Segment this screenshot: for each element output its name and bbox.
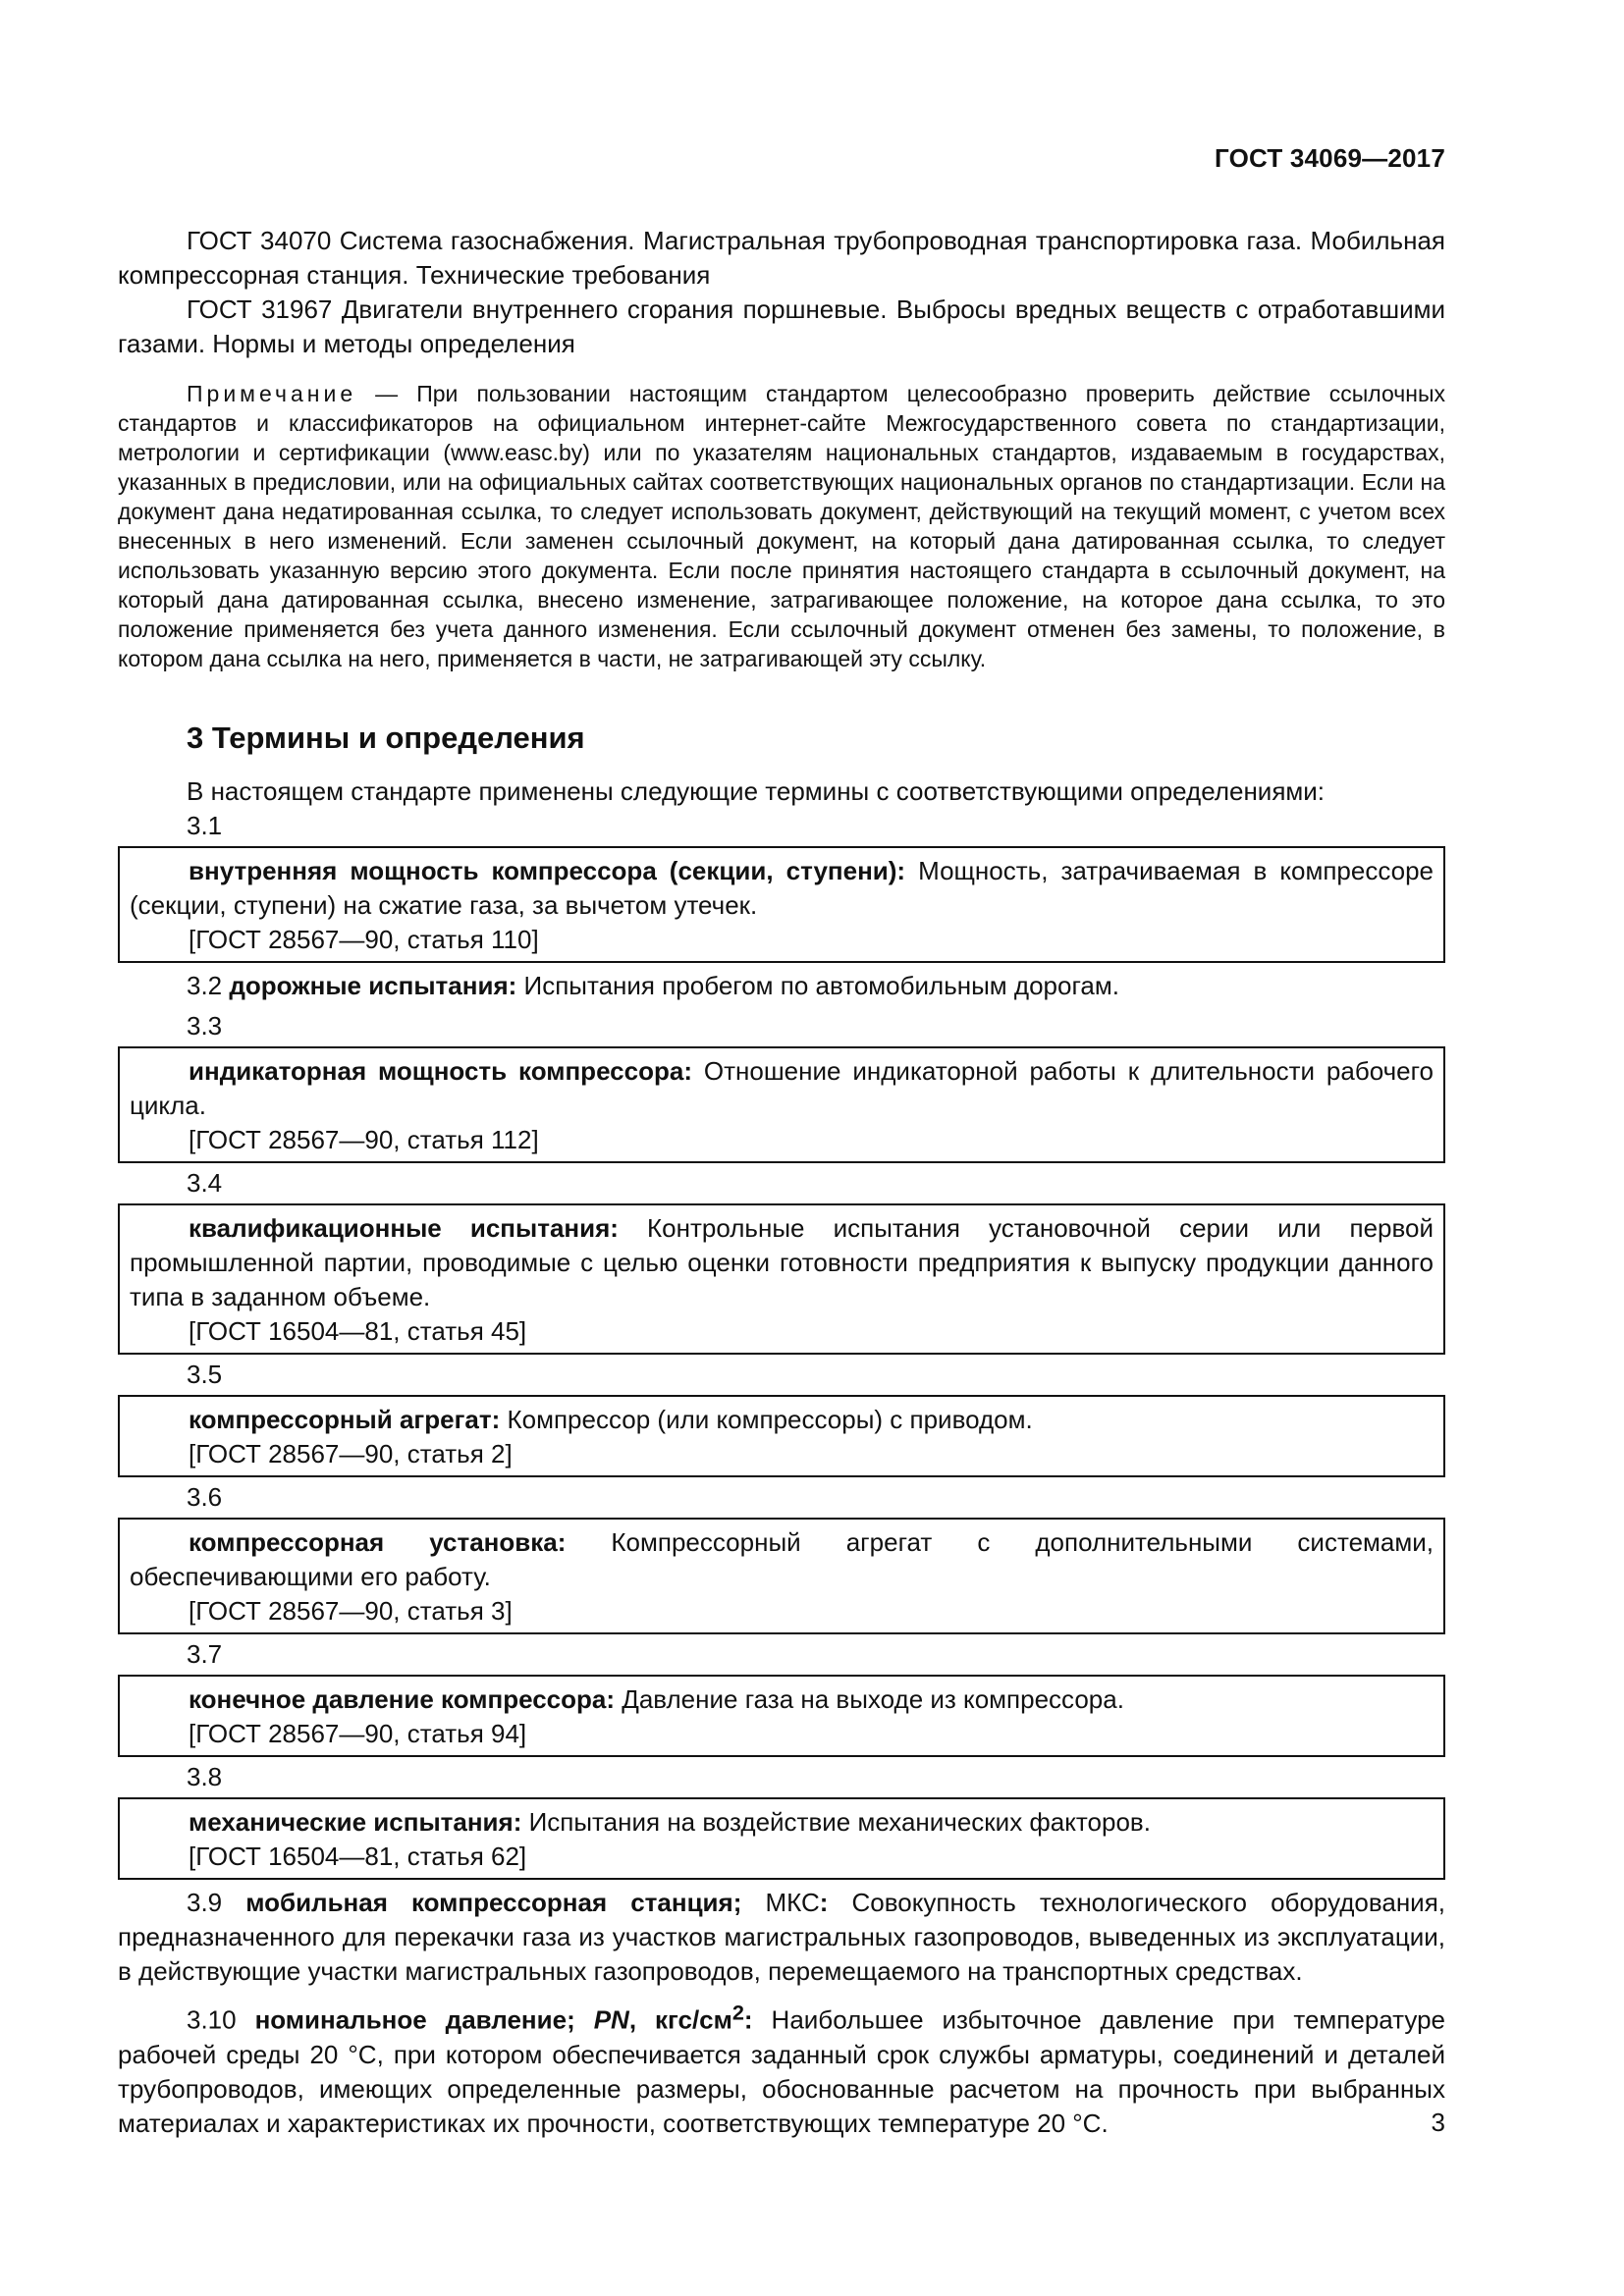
term-definition <box>130 1682 1434 1717</box>
term-name: дорожные испытания: <box>229 971 517 1000</box>
term-text: Компрессор (или компрессоры) с приводом. <box>500 1405 1033 1434</box>
term-box-3-7 <box>118 1675 1445 1757</box>
term-name: мобильная компрессорная станция; <box>245 1888 742 1917</box>
term-colon: : <box>743 2004 753 2035</box>
term-name: конечное давление компрессора: <box>189 1684 615 1714</box>
term-unit: , кгс/см <box>628 2004 732 2035</box>
term-box-3-8 <box>118 1797 1445 1880</box>
page-number: 3 <box>1431 2108 1445 2137</box>
term-number-3-8: 3.8 <box>187 1762 223 1791</box>
term-box-3-4 <box>118 1203 1445 1355</box>
term-text: Отношение индикаторной работы к длительности рабочего цикла. <box>130 1056 1434 1120</box>
term-definition <box>130 1525 1434 1594</box>
term-source: [ГОСТ 28567—90, статья 94] <box>189 1719 527 1748</box>
term-box-3-6 <box>118 1518 1445 1634</box>
note-dash: — <box>356 381 417 406</box>
term-text: Контрольные испытания установочной серии или первой промышленной партии, проводимые с целью оценки готовности предприятия к выпуску продукции данного типа в заданном объеме. <box>130 1213 1434 1311</box>
document-code-header: ГОСТ 34069—2017 <box>1215 143 1445 173</box>
term-number-3-3: 3.3 <box>187 1011 223 1041</box>
term-box-3-5 <box>118 1395 1445 1477</box>
term-3-9 <box>118 1886 1445 1989</box>
term-source: [ГОСТ 28567—90, статья 3] <box>189 1596 513 1626</box>
term-text: Компрессорный агрегат с дополнительными системами, обеспечивающими его работу. <box>130 1527 1434 1591</box>
term-number-3-4: 3.4 <box>187 1168 223 1198</box>
term-name: механические испытания: <box>189 1807 522 1837</box>
term-name: внутренняя мощность компрессора (секции, ступени): <box>189 856 906 885</box>
term-3-10 <box>118 1995 1445 2141</box>
term-box-3-3 <box>118 1046 1445 1163</box>
term-number: 3.9 <box>187 1888 246 1917</box>
term-text: Совокупность технологического оборудования, предназначенного для перекачки газа из участков магистральных газопроводов, выведенных из эксплуатации, в действующие участки магистральных газопроводов, перемещаемого на транспортных средствах. <box>118 1888 1445 1986</box>
note-label: Примечание <box>187 381 357 406</box>
page-content <box>118 224 1445 2147</box>
term-text: Испытания на воздействие механических факторов. <box>521 1807 1151 1837</box>
term-number-3-6: 3.6 <box>187 1482 223 1512</box>
note-paragraph <box>118 379 1445 673</box>
term-number-3-7: 3.7 <box>187 1639 223 1669</box>
term-definition <box>130 1805 1434 1840</box>
term-unit-exponent: 2 <box>731 2000 744 2024</box>
term-source: [ГОСТ 16504—81, статья 45] <box>189 1316 527 1346</box>
term-source: [ГОСТ 28567—90, статья 2] <box>189 1439 513 1468</box>
term-source: [ГОСТ 28567—90, статья 112] <box>189 1125 539 1154</box>
section-intro: В настоящем стандарте применены следующие термины с соответствующими определениями: <box>187 776 1326 806</box>
term-definition <box>130 1211 1434 1314</box>
term-number: 3.2 <box>187 971 230 1000</box>
term-colon: : <box>819 1888 829 1917</box>
term-number-3-5: 3.5 <box>187 1360 223 1389</box>
term-name: компрессорная установка: <box>189 1527 567 1557</box>
term-text: Давление газа на выходе из компрессора. <box>615 1684 1124 1714</box>
term-box-3-1 <box>118 846 1445 963</box>
note-text: При пользовании настоящим стандартом целесообразно проверить действие ссылочных стандартов и классификаторов на официальном интернет-сайте Межгосударственного совета по стандартизации, метрологии и сертификации (www.easc.by) или по указателям национальных стандартов, издаваемым в государствах, указанных в предисловии, или на официальных сайтах соответствующих национальных органов по стандартизации. Если на документ дана недатированная ссылка, то следует использовать документ, действующий на текущий момент, с учетом всех внесенных в него изменений. Если заменен ссылочный документ, на который дана датированная ссылка, то следует использовать указанную версию этого документа. Если после принятия настоящего стандарта в ссылочный документ, на который дана датированная ссылка, внесено изменение, затрагивающее положение, на которое дана ссылка, то это положение применяется без учета данного изменения. Если ссылочный документ отменен без замены, то положение, в котором дана ссылка на него, применяется в части, не затрагивающей эту ссылку. <box>118 381 1445 671</box>
term-source: [ГОСТ 16504—81, статья 62] <box>189 1842 527 1871</box>
term-abbreviation: МКС <box>741 1888 820 1917</box>
term-3-2 <box>118 969 1445 1003</box>
term-source: [ГОСТ 28567—90, статья 110] <box>189 925 539 954</box>
term-name: квалификационные испытания: <box>189 1213 619 1243</box>
reference-gost-34070: ГОСТ 34070 Система газоснабжения. Магистральная трубопроводная транспортировка газа. Мобильная компрессорная станция. Технические требования <box>118 226 1445 290</box>
term-number: 3.10 <box>187 2004 255 2035</box>
term-symbol: PN <box>593 2004 629 2035</box>
term-text: Наибольшее избыточное давление при температуре рабочей среды 20 °С, при котором обеспечивается заданный срок службы арматуры, соединений и деталей трубопроводов, имеющих определенные размеры, обоснованные расчетом на прочность при выбранных материалах и характеристиках их прочности, соответствующих температуре 20 °С. <box>118 2004 1446 2138</box>
section-title: 3 Термины и определения <box>187 721 585 755</box>
term-name: компрессорный агрегат: <box>189 1405 501 1434</box>
term-text: Мощность, затрачиваемая в компрессоре (секции, ступени) на сжатие газа, за вычетом утечек. <box>130 856 1435 920</box>
reference-gost-31967: ГОСТ 31967 Двигатели внутреннего сгорания поршневые. Выбросы вредных веществ с отработавшими газами. Нормы и методы определения <box>118 294 1445 358</box>
term-number-3-1: 3.1 <box>187 811 223 840</box>
term-text: Испытания пробегом по автомобильным дорогам. <box>516 971 1119 1000</box>
term-definition <box>130 1403 1434 1437</box>
term-name: номинальное давление; <box>254 2004 594 2035</box>
term-name: индикаторная мощность компрессора: <box>189 1056 692 1086</box>
term-definition <box>130 854 1434 923</box>
term-definition <box>130 1054 1434 1123</box>
